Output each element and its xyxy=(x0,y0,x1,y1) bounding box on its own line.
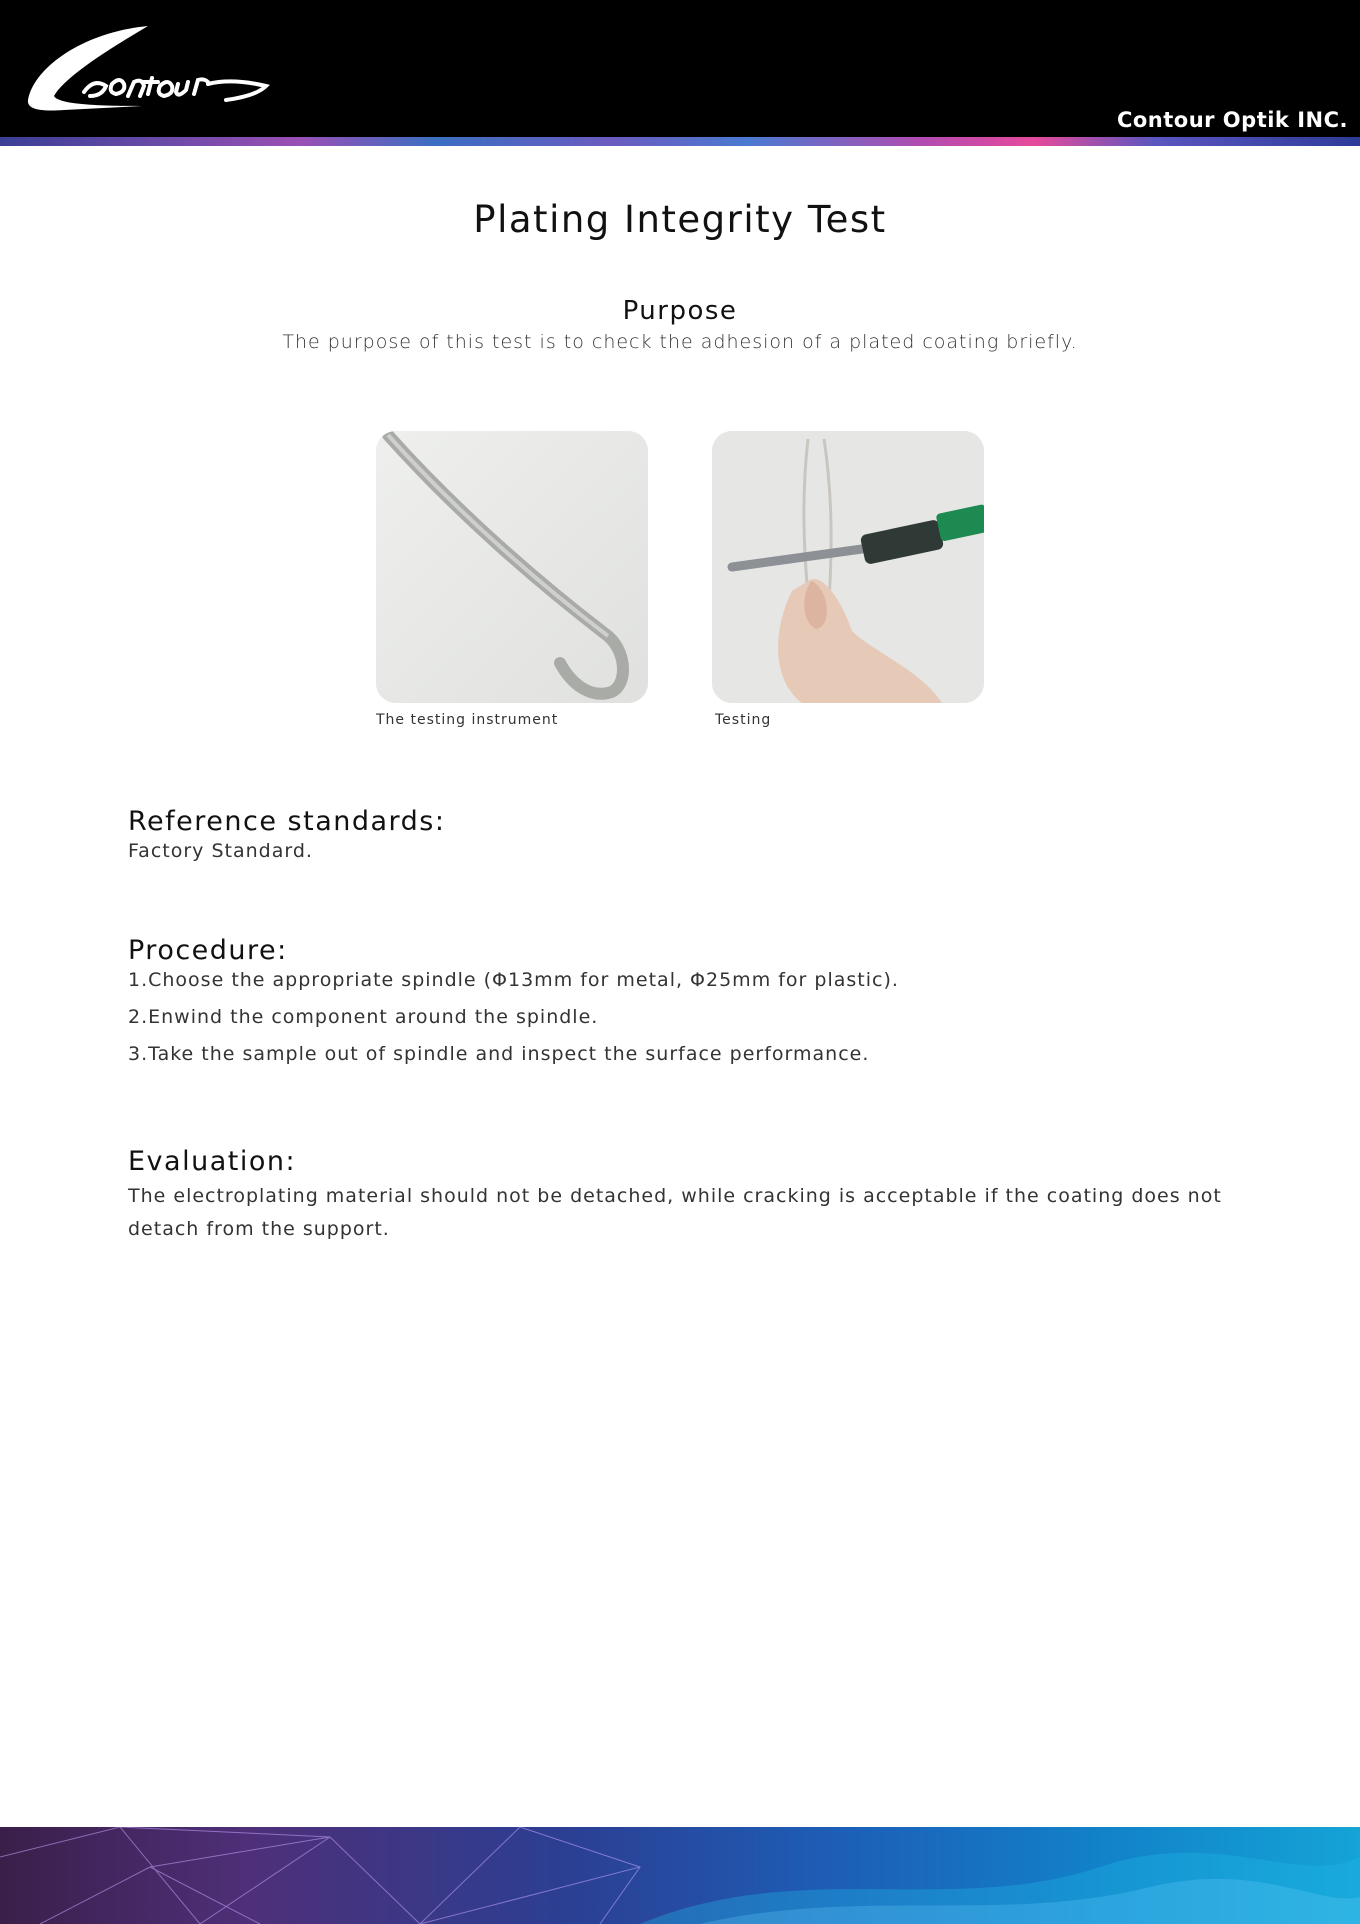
page-title: Plating Integrity Test xyxy=(473,198,887,241)
page-header xyxy=(0,0,1360,137)
header-stripe xyxy=(0,137,1360,146)
footer-banner xyxy=(0,1827,1360,1924)
contour-logo xyxy=(24,22,272,114)
procedure-list xyxy=(128,969,899,1080)
procedure-step: 1.Choose the appropriate spindle (Φ13mm for metal, Φ25mm for plastic). xyxy=(128,969,899,991)
purpose-text: The purpose of this test is to check the adhesion of a plated coating briefly. xyxy=(282,331,1078,353)
testing-instrument-photo xyxy=(376,431,648,703)
reference-heading: Reference standards: xyxy=(128,806,446,837)
procedure-step: 2.Enwind the component around the spindle. xyxy=(128,1006,599,1028)
evaluation-heading: Evaluation: xyxy=(128,1146,297,1177)
photo-caption: Testing xyxy=(715,712,772,728)
photo-caption: The testing instrument xyxy=(376,712,559,728)
company-name: Contour Optik INC. xyxy=(1116,108,1348,132)
testing-photo xyxy=(712,431,984,703)
reference-text: Factory Standard. xyxy=(128,840,313,862)
purpose-heading: Purpose xyxy=(622,296,738,326)
procedure-heading: Procedure: xyxy=(128,935,288,966)
evaluation-text: The electroplating material should not be detached, while cracking is acceptable if the coating does not detach from the support. xyxy=(128,1185,1222,1240)
procedure-step: 3.Take the sample out of spindle and inspect the surface performance. xyxy=(128,1043,870,1065)
